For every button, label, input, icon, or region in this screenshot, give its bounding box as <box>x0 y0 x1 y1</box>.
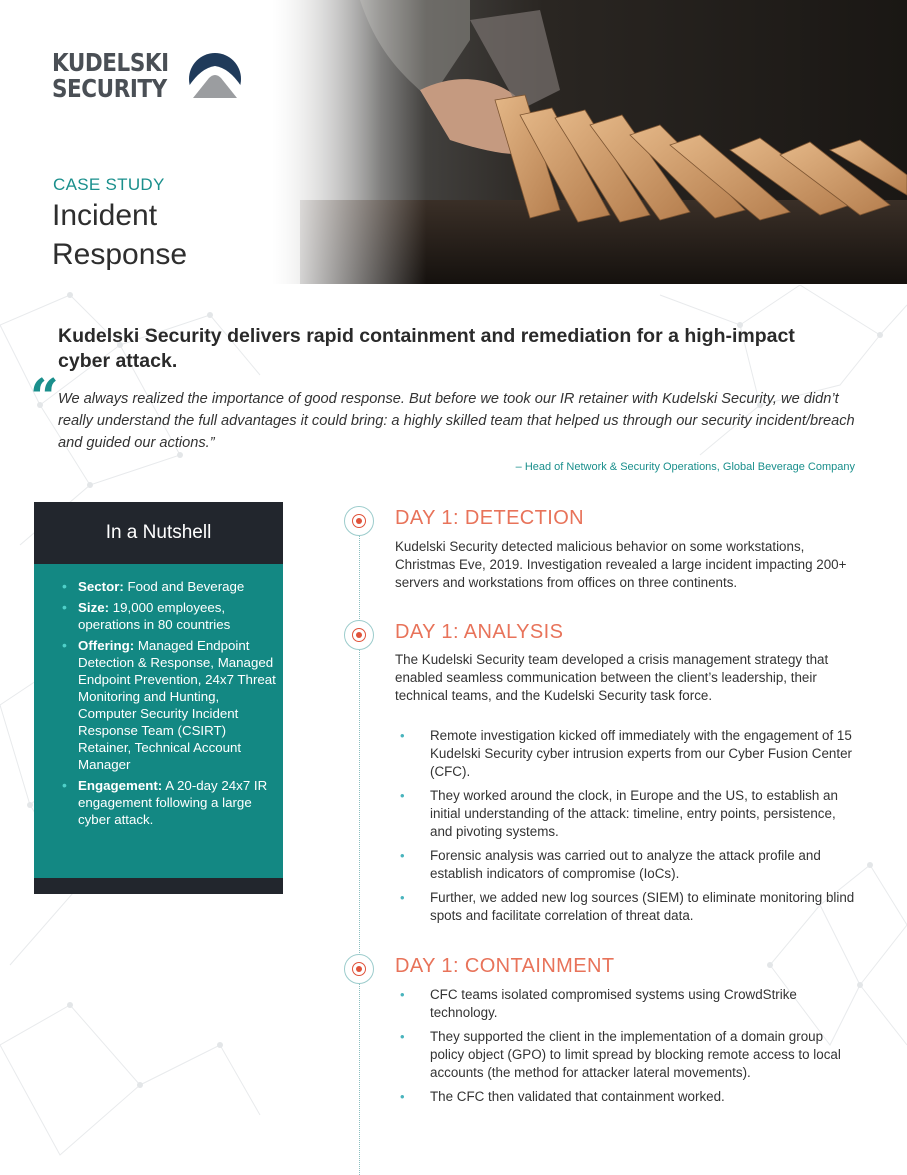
logo-wordmark: KUDELSKI SECURITY <box>52 48 169 103</box>
nutshell-title: In a Nutshell <box>34 502 283 564</box>
timeline-line <box>359 520 360 1175</box>
kudelski-security-logo <box>52 50 252 110</box>
analysis-paragraph: The Kudelski Security team developed a crisis management strategy that enabled seamless communication between the client’s leadership, their technical teams, and the Kudelski Security task force. <box>395 652 829 703</box>
nutshell-item-offering: • Offering: Managed Endpoint Detection & Response, Managed Endpoint Prevention, 24x7 Threat Monitoring and Hunting, Computer Security Incident Response Team (CSIRT) Retainer, Technical Account Manager <box>62 637 276 772</box>
section-title-detection: DAY 1: DETECTION <box>395 507 585 529</box>
target-icon <box>344 620 374 650</box>
headline: Kudelski Security delivers rapid containment and remediation for a high-impact cyber attack. <box>58 325 795 372</box>
quote-mark-icon: “ <box>30 367 59 426</box>
containment-bullets <box>395 986 857 1112</box>
target-icon <box>344 954 374 984</box>
bullet-icon: • <box>400 1029 405 1044</box>
nutshell-item-sector: • Sector: Food and Beverage <box>62 578 245 594</box>
testimonial-quote: We always realized the importance of good response. But before we took our IR retainer with Kudelski Security, we didn’t really understand the full advantages it could bring: a highly skilled team that helped us through our security incident/breach and guided our actions.” <box>58 391 855 451</box>
analysis-bullets <box>395 727 857 931</box>
page-title: Incident Response <box>52 199 188 271</box>
section-title-containment: DAY 1: CONTAINMENT <box>395 955 615 977</box>
nutshell-footer-bar <box>34 878 283 894</box>
quote-attribution: – Head of Network & Security Operations, Global Beverage Company <box>515 461 855 473</box>
bullet-icon: • <box>400 728 405 743</box>
nutshell-item-engagement: • Engagement: A 20-day 24x7 IR engagement following a large cyber attack. <box>62 777 268 827</box>
list-item: • Forensic analysis was carried out to analyze the attack profile and establish indicators of compromise (IoCs). <box>400 848 821 881</box>
list-item: • CFC teams isolated compromised systems using CrowdStrike technology. <box>400 987 797 1020</box>
target-icon <box>344 506 374 536</box>
bullet-icon: • <box>62 637 67 653</box>
bullet-icon: • <box>62 578 67 594</box>
bullet-icon: • <box>62 777 67 793</box>
nutshell-item-size: • Size: 19,000 employees, operations in 80 countries <box>62 599 231 632</box>
bullet-icon: • <box>62 599 67 615</box>
nutshell-body <box>34 564 283 878</box>
list-item: • The CFC then validated that containment worked. <box>400 1089 725 1104</box>
bullet-icon: • <box>400 987 405 1002</box>
list-item: • They worked around the clock, in Europe and the US, to establish an initial understanding of the attack: timeline, entry points, persistence, and pivoting systems. <box>400 788 838 839</box>
section-title-analysis: DAY 1: ANALYSIS <box>395 621 564 643</box>
nutshell-sidebar <box>34 502 283 894</box>
bullet-icon: • <box>400 1089 405 1104</box>
nutshell-list <box>34 578 283 828</box>
list-item: • They supported the client in the implementation of a domain group policy object (GPO) to limit spread by blocking remote access to local accounts (the method for attacker lateral movements). <box>400 1029 841 1080</box>
detection-paragraph: Kudelski Security detected malicious behavior on some workstations, Christmas Eve, 2019. Investigation revealed a large incident impacting 200+ servers and workstations from offices on three continents. <box>395 539 847 590</box>
bullet-icon: • <box>400 788 405 803</box>
mountain-logo-icon <box>187 52 243 106</box>
bullet-icon: • <box>400 890 405 905</box>
hero-banner <box>0 0 907 284</box>
list-item: • Further, we added new log sources (SIEM) to eliminate monitoring blind spots and facilitate correlation of threat data. <box>400 890 855 923</box>
case-study-label: CASE STUDY <box>53 175 165 194</box>
bullet-icon: • <box>400 848 405 863</box>
list-item: • Remote investigation kicked off immediately with the engagement of 15 Kudelski Security cyber intrusion experts from our Cyber Fusion Center (CFC). <box>400 728 852 779</box>
